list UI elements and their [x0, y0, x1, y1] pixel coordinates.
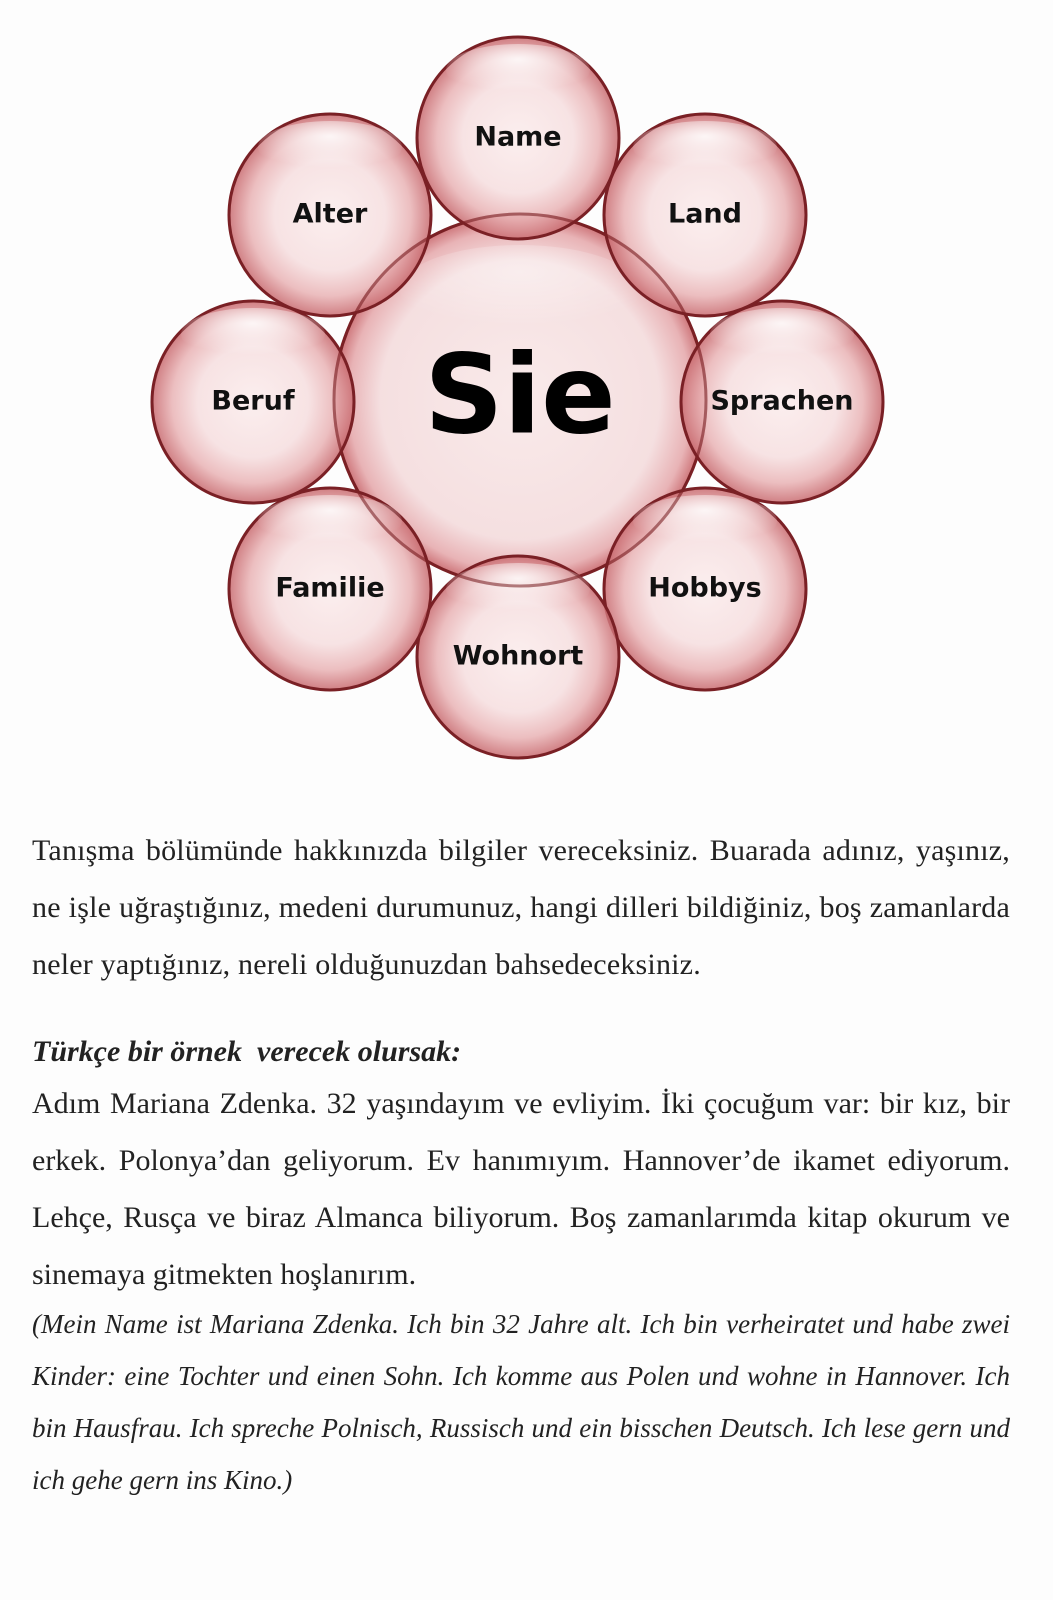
bubble-name [417, 37, 619, 239]
bubble-label-sprachen: Sprachen [710, 385, 854, 417]
bubble-label-alter: Alter [292, 198, 368, 230]
bubble-label-wohnort: Wohnort [452, 640, 584, 672]
intro-paragraph: Tanışma bölümünde hakkınızda bilgiler vereceksiniz. Buarada adınız, yaşınız, ne işle uğraştığınız, medeni durumunuz, hangi dilleri bildiğiniz, boş zamanlarda neler yaptığınız, nereli olduğunuzdan bahsedeceksiniz. [32, 834, 1010, 981]
example-heading: Türkçe bir örnek verecek olursak: [32, 1035, 462, 1068]
example-german-paragraph: (Mein Name ist Mariana Zdenka. Ich bin 32 Jahre alt. Ich bin verheiratet und habe zwei Kinder: eine Tochter und einen Sohn. Ich komme aus Polen und wohne in Hannover. Ich bin Hausfrau. Ich spreche Polnisch, Russisch und ein bisschen Deutsch. Ich lese gern und ich gehe gern ins Kino.) [32, 1309, 1010, 1495]
bubble-beruf [152, 301, 354, 503]
bubble-label-hobbys: Hobbys [648, 572, 762, 604]
center-label: Sie [424, 330, 616, 459]
bubble-label-familie: Familie [275, 572, 385, 604]
example-turkish-paragraph: Adım Mariana Zdenka. 32 yaşındayım ve evliyim. İki çocuğum var: bir kız, bir erkek. Polonya’dan geliyorum. Ev hanımıyım. Hannover’de ikamet ediyorum. Lehçe, Rusça ve biraz Almanca biliyorum. Boş zamanlarımda kitap okurum ve sinemaya gitmekten hoşlanırım. [32, 1087, 1010, 1291]
bubble-familie [229, 488, 431, 690]
bubble-hobbys [604, 488, 806, 690]
bubble-alter [229, 114, 431, 316]
bubble-land [604, 114, 806, 316]
bubble-label-name: Name [474, 121, 562, 153]
bubble-label-land: Land [668, 198, 742, 230]
bubble-label-beruf: Beruf [211, 385, 295, 417]
bubble-sprachen [681, 301, 883, 503]
